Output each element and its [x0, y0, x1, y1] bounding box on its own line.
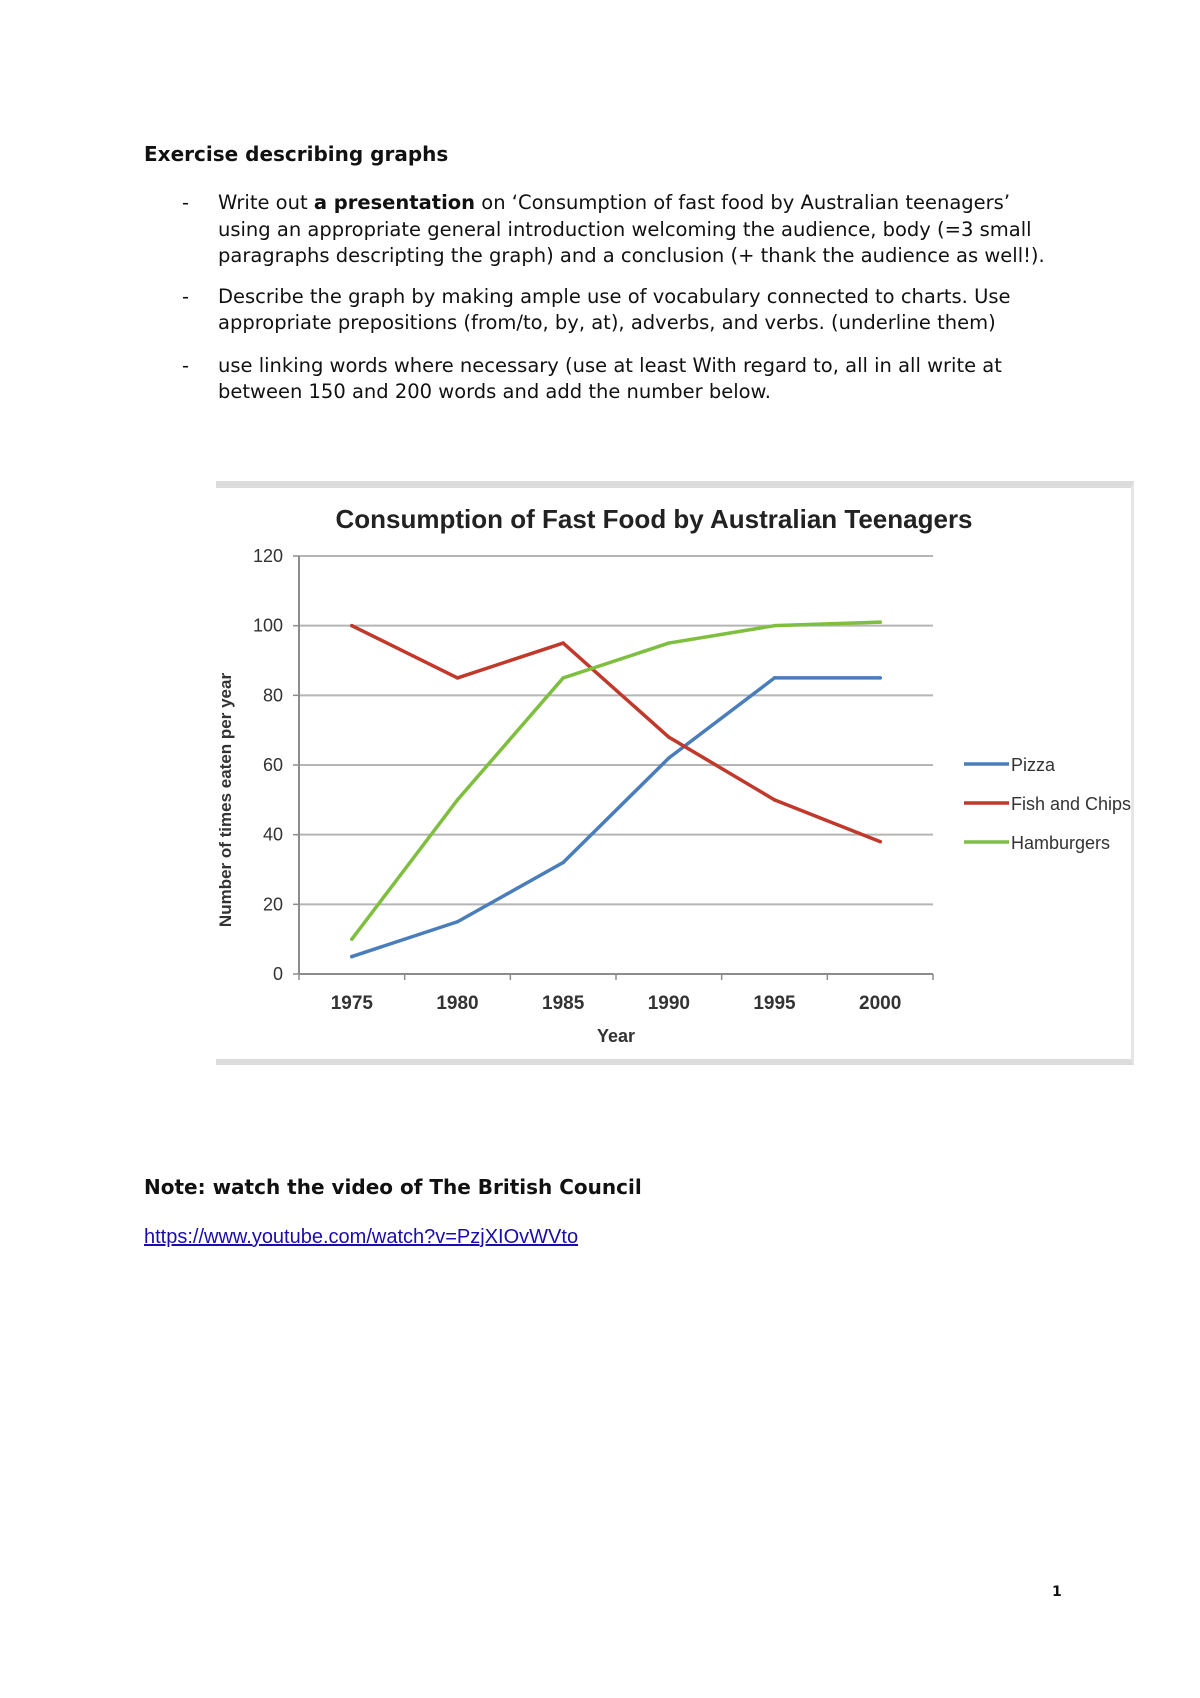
chart-title: Consumption of Fast Food by Australian Teenagers [335, 504, 973, 534]
series-line [352, 678, 880, 957]
data-point [561, 641, 565, 645]
instruction-text-start: Write out [218, 191, 314, 214]
instruction-item [144, 353, 1064, 406]
data-point [561, 861, 565, 865]
x-tick-label: 1980 [436, 993, 479, 1014]
note-text: Note: watch the video of The British Council [144, 1175, 642, 1199]
instruction-text: use linking words where necessary (use at least With regard to, all in all write at between 150 and 200 words and add the number below. [218, 353, 1002, 403]
instruction-text: Describe the graph by making ample use of vocabulary connected to charts. Use appropriate prepositions (from/to, by, at), adverbs, and verbs. (underline them) [218, 284, 1011, 334]
y-tick-label: 120 [252, 546, 283, 566]
data-point [878, 840, 882, 844]
data-point [878, 620, 882, 624]
legend-label: Fish and Chips [1011, 794, 1132, 814]
instruction-text-end: on ‘Consumption of fast food by Australian teenagers’ using an appropriate general introduction welcoming the audience, body (=3 small paragraphs descripting the graph) and a conclusion (+ thank the audience as well!). [218, 191, 1045, 267]
y-axis-label: Number of times eaten per year [216, 672, 235, 928]
data-point [561, 676, 565, 680]
instruction-emphasis: a presentation [313, 191, 476, 214]
y-tick-label: 0 [272, 964, 283, 984]
data-point [456, 920, 460, 924]
data-point [350, 937, 354, 941]
y-tick-label: 80 [262, 685, 283, 706]
chart-image-frame [216, 481, 1134, 1065]
data-point [667, 756, 671, 760]
data-point [878, 676, 882, 680]
x-tick-label: 2000 [859, 993, 902, 1014]
x-tick-label: 1990 [647, 993, 690, 1014]
data-point [667, 641, 671, 645]
list-bullet: - [182, 191, 190, 214]
line-chart [216, 488, 1134, 1072]
page-number: 1 [1052, 1584, 1062, 1600]
y-tick-label: 100 [252, 615, 283, 636]
instruction-item [144, 284, 1064, 337]
data-point [456, 676, 460, 680]
legend-label: Hamburgers [1011, 833, 1111, 853]
y-tick-label: 40 [262, 824, 283, 845]
data-point [773, 676, 777, 680]
list-bullet: - [182, 353, 190, 377]
y-tick-label: 60 [262, 755, 283, 775]
data-point [773, 798, 777, 802]
x-tick-label: 1975 [330, 993, 373, 1014]
list-bullet: - [182, 284, 190, 308]
data-point [350, 624, 354, 628]
video-link[interactable]: https://www.youtube.com/watch?v=PzjXIOvWVto [144, 1226, 579, 1248]
legend-label: Pizza [1011, 755, 1056, 775]
data-point [456, 798, 460, 802]
data-point [773, 624, 777, 628]
instruction-list [144, 190, 1064, 406]
x-tick-label: 1995 [753, 993, 796, 1014]
y-tick-label: 20 [262, 894, 283, 915]
x-tick-label: 1985 [542, 993, 585, 1014]
series-line [352, 622, 880, 939]
data-point [350, 955, 354, 959]
x-axis-label: Year [596, 1026, 636, 1046]
instruction-item [144, 190, 1064, 270]
page-heading: Exercise describing graphs [144, 142, 449, 166]
data-point [667, 735, 671, 739]
